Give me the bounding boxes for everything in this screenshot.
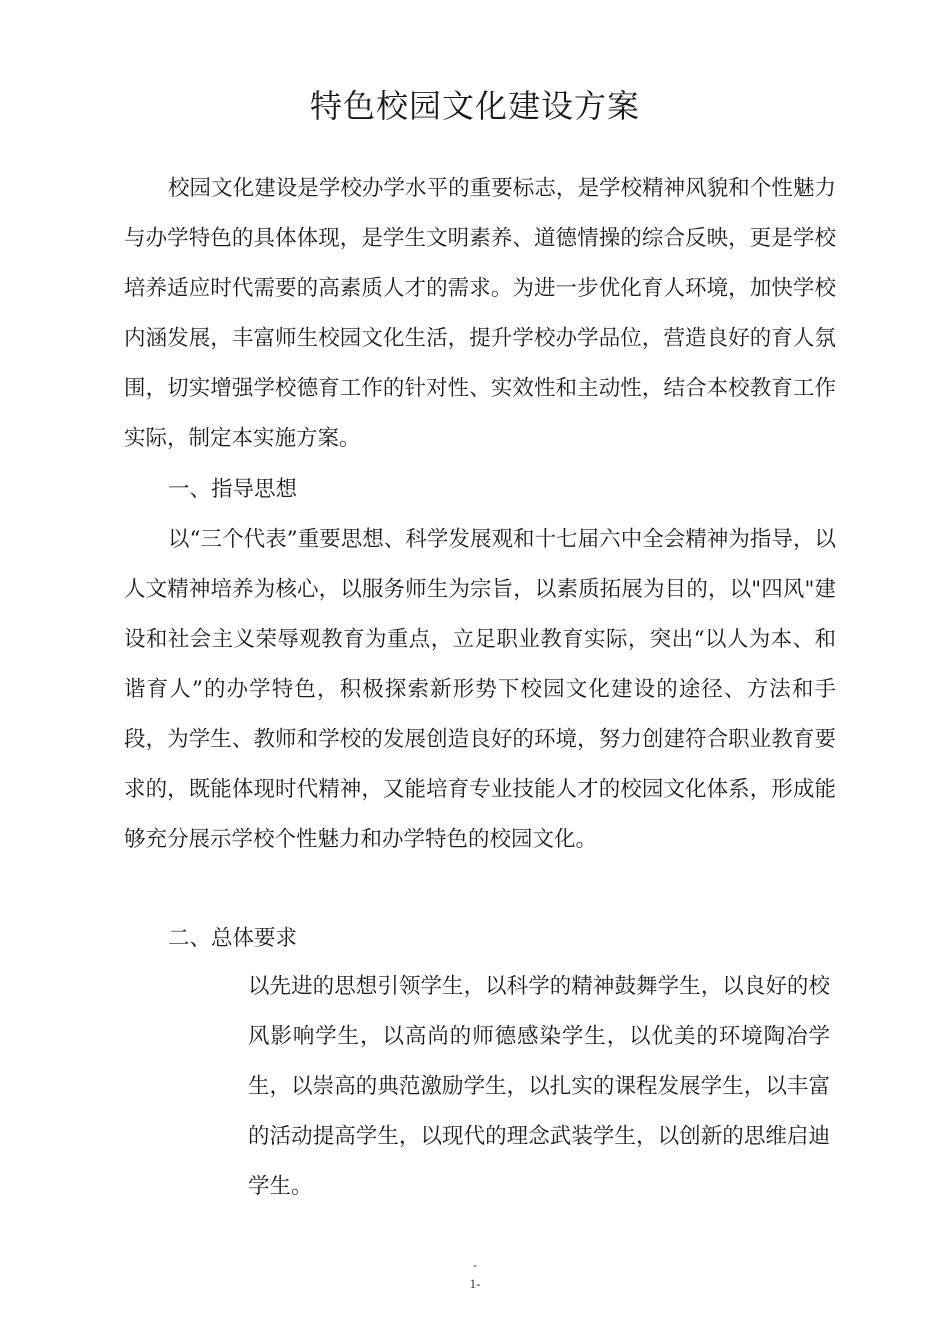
page-number: 1-: [469, 1276, 481, 1291]
guiding-ideology-paragraph: 以“三个代表”重要思想、科学发展观和十七届六中全会精神为指导，以人文精神培养为核心，以服务师生为宗旨，以素质拓展为目的，以"四风"建设和社会主义荣辱观教育为重点，立足职业教育实际，突出“以人为本、和谐育人”的办学特色，积极探索新形势下校园文化建设的途径、方法和手段，为学生、教师和学校的发展创造良好的环境，努力创建符合职业教育要求的，既能体现时代精神，又能培育专业技能人才的校园文化体系，形成能够充分展示学校个性魅力和办学特色的校园文化。: [124, 527, 836, 852]
document-title: 特色校园文化建设方案: [309, 87, 640, 125]
section-heading-overall-requirements: 二、总体要求: [168, 926, 298, 951]
section-heading-guiding-ideology: 一、指导思想: [168, 477, 298, 502]
overall-requirements-paragraph: 以先进的思想引领学生，以科学的精神鼓舞学生，以良好的校风影响学生，以高尚的师德感染学生，以优美的环境陶冶学生，以崇高的典范激励学生，以扎实的课程发展学生，以丰富的活动提高学生，以现代的理念武装学生，以创新的思维启迪学生。: [248, 974, 830, 1199]
intro-paragraph: 校园文化建设是学校办学水平的重要标志，是学校精神风貌和个性魅力与办学特色的具体体现，是学生文明素养、道德情操的综合反映，更是学校培养适应时代需要的高素质人才的需求。为进一步优化育人环境，加快学校内涵发展，丰富师生校园文化生活，提升学校办学品位，营造良好的育人氛围，切实增强学校德育工作的针对性、实效性和主动性，结合本校教育工作实际，制定本实施方案。: [124, 176, 836, 451]
footer-dash: -: [473, 1258, 477, 1272]
